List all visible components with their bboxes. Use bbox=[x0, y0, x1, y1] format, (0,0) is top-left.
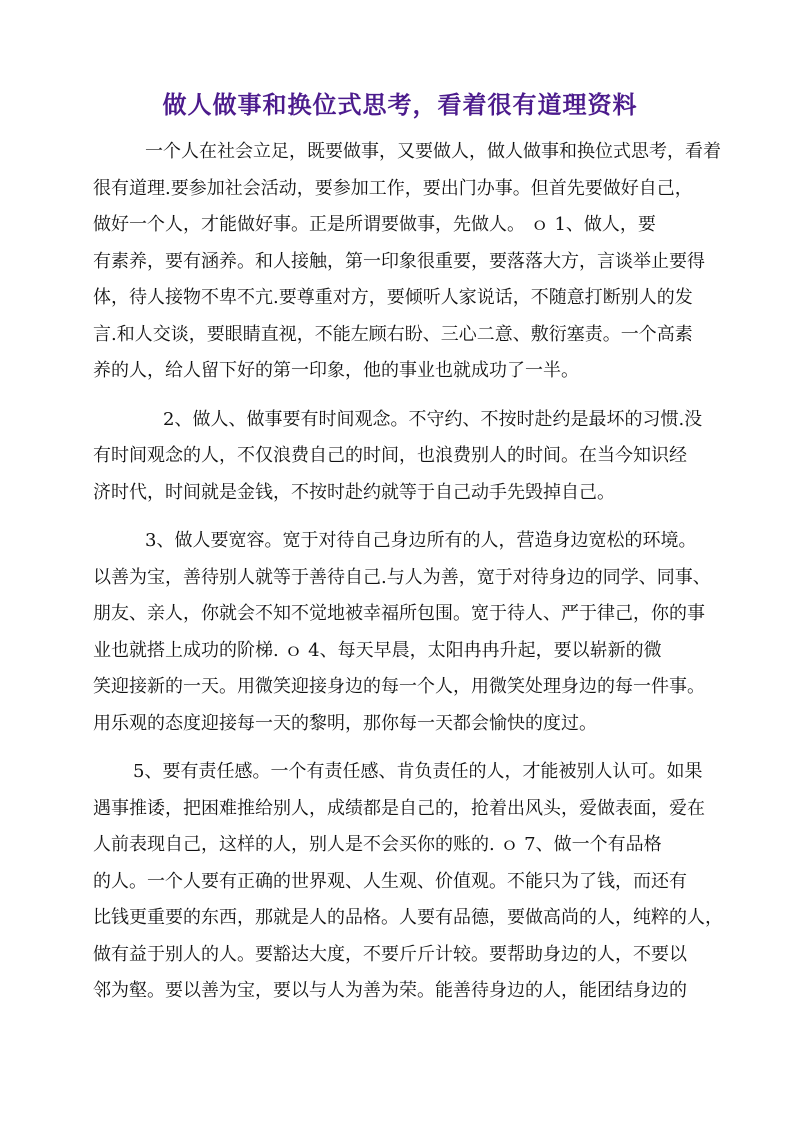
text-line: 的人。一个人要有正确的世界观、人生观、价值观。不能只为了钱，而还有 bbox=[93, 870, 687, 892]
document-title: 做人做事和换位式思考，看着很有道理资料 bbox=[162, 90, 638, 119]
text-line: 3、做人要宽容。宽于对待自己身边所有的人，营造身边宽松的环境。 bbox=[145, 530, 697, 551]
text-line: 养的人，给人留下好的第一印象，他的事业也就成功了一半。 bbox=[93, 360, 579, 381]
paragraph-gap bbox=[93, 511, 743, 523]
text-line: 遇事推诿，把困难推给别人，成绩都是自己的，抢着出风头，爱做表面，爱在 bbox=[93, 797, 705, 819]
text-line: 朋友、亲人，你就会不知不觉地被幸福所包围。宽于待人、严于律己，你的事 bbox=[93, 603, 705, 624]
text-line: 一个人在社会立足，既要做事，又要做人，做人做事和换位式思考，看着 bbox=[145, 141, 721, 162]
paragraph bbox=[93, 402, 743, 512]
paragraph-gap bbox=[93, 390, 743, 402]
text-line: 济时代，时间就是金钱，不按时赴约就等于自己动手先毁掉自己。 bbox=[93, 481, 615, 503]
text-line: 笑迎接新的一天。用微笑迎接身边的每一个人，用微笑处理身边的每一件事。 bbox=[93, 676, 705, 697]
paragraph bbox=[93, 134, 743, 390]
text-line: 2、做人、做事要有时间观念。不守约、不按时赴约是最坏的习惯.没 bbox=[163, 408, 703, 430]
text-line: 很有道理.要参加社会活动，要参加工作，要出门办事。但首先要做好自己， bbox=[93, 177, 693, 199]
text-line: 有素养，要有涵养。和人接触，第一印象很重要，要落落大方，言谈举止要得 bbox=[93, 250, 705, 272]
text-line: 人前表现自己，这样的人，别人是不会买你的账的. ｏ 7、做一个有品格 bbox=[93, 834, 662, 855]
text-line: 有时间观念的人，不仅浪费自己的时间，也浪费别人的时间。在当今知识经 bbox=[93, 445, 687, 466]
paragraph bbox=[93, 754, 743, 1010]
text-line: 以善为宝，善待别人就等于善待自己.与人为善，宽于对待身边的同学、同事、 bbox=[93, 566, 711, 588]
text-line: 用乐观的态度迎接每一天的黎明，那你每一天都会愉快的度过。 bbox=[93, 712, 597, 734]
text-line: 比钱更重要的东西，那就是人的品格。人要有品德，要做高尚的人，纯粹的人， bbox=[93, 907, 723, 928]
text-line: 业也就搭上成功的阶梯. ｏ 4、每天早晨，太阳冉冉升起，要以崭新的微 bbox=[93, 639, 662, 661]
paragraph-gap bbox=[93, 742, 743, 754]
paragraph bbox=[93, 523, 743, 742]
text-line: 言.和人交谈，要眼睛直视，不能左顾右盼、三心二意、敷衍塞责。一个高素 bbox=[93, 323, 693, 345]
text-line: 体，待人接物不卑不亢.要尊重对方，要倾听人家说话，不随意打断别人的发 bbox=[93, 287, 693, 308]
text-line: 5、要有责任感。一个有责任感、肯负责任的人，才能被别人认可。如果 bbox=[133, 761, 703, 782]
document-body bbox=[93, 134, 743, 1010]
text-line: 做好一个人，才能做好事。正是所谓要做事，先做人。 ｏ 1、做人，要 bbox=[93, 214, 656, 235]
text-line: 邻为壑。要以善为宝，要以与人为善为荣。能善待身边的人，能团结身边的 bbox=[93, 980, 687, 1001]
text-line: 做有益于别人的人。要豁达大度，不要斤斤计较。要帮助身边的人，不要以 bbox=[93, 943, 687, 965]
